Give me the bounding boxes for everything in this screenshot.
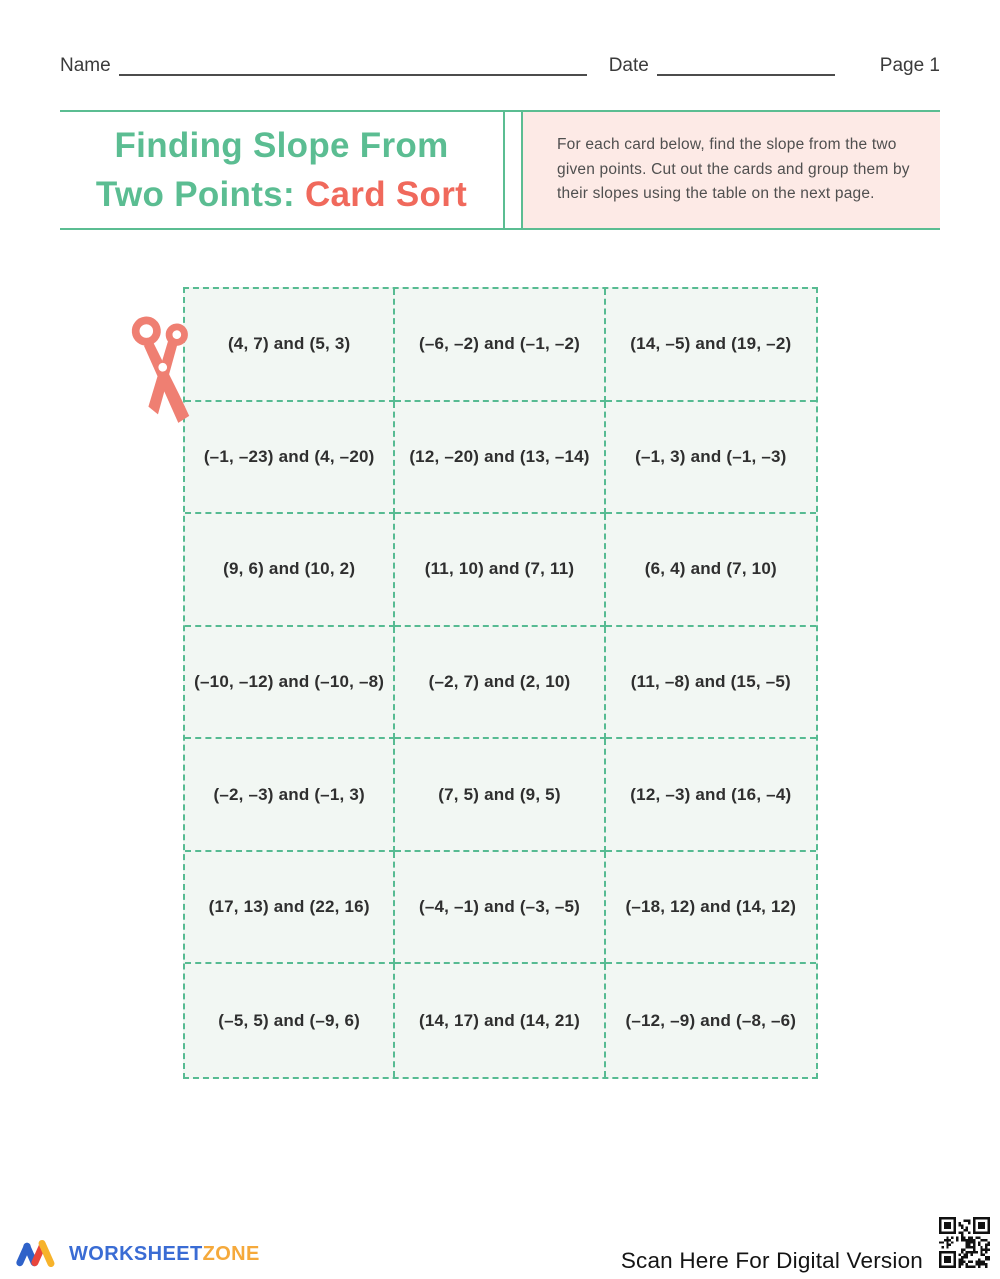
card-cell: (–1, –23) and (4, –20)	[185, 402, 395, 515]
worksheetzone-logo	[18, 1238, 260, 1270]
title-block	[60, 112, 505, 228]
logo-w-icon	[18, 1238, 60, 1270]
card-cell: (–2, 7) and (2, 10)	[395, 627, 605, 740]
header	[60, 52, 940, 77]
qr-code-icon	[937, 1215, 992, 1270]
title-divider-gap	[505, 112, 521, 228]
card-cell: (–6, –2) and (–1, –2)	[395, 289, 605, 402]
title-line2-prefix: Two Points:	[95, 175, 305, 214]
card-cell: (–18, 12) and (14, 12)	[606, 852, 816, 965]
card-grid	[183, 287, 818, 1079]
card-cell: (12, –3) and (16, –4)	[606, 739, 816, 852]
card-cell: (12, –20) and (13, –14)	[395, 402, 605, 515]
card-cell: (–5, 5) and (–9, 6)	[185, 964, 395, 1077]
page-number: Page 1	[879, 55, 940, 76]
card-cell: (17, 13) and (22, 16)	[185, 852, 395, 965]
card-cell: (7, 5) and (9, 5)	[395, 739, 605, 852]
logo-text	[69, 1243, 260, 1266]
name-label: Name	[60, 55, 111, 76]
name-blank-line	[119, 52, 587, 76]
title-line1: Finding Slope From	[114, 126, 449, 165]
card-cell: (–1, 3) and (–1, –3)	[606, 402, 816, 515]
brand-primary: WORKSHEET	[69, 1242, 203, 1265]
scan-here-label: Scan Here For Digital Version	[620, 1248, 923, 1273]
title-section	[60, 110, 940, 230]
card-cell: (–10, –12) and (–10, –8)	[185, 627, 395, 740]
title-line2-accent: Card Sort	[304, 175, 468, 214]
card-cell: (6, 4) and (7, 10)	[606, 514, 816, 627]
instructions-text: For each card below, find the slope from the two given points. Cut out the cards and group them by their slopes using the table on the next page.	[557, 136, 910, 203]
card-cell: (–2, –3) and (–1, 3)	[185, 739, 395, 852]
date-blank-line	[657, 52, 835, 76]
card-cell: (4, 7) and (5, 3)	[185, 289, 395, 402]
card-cell: (14, 17) and (14, 21)	[395, 964, 605, 1077]
card-cell: (11, 10) and (7, 11)	[395, 514, 605, 627]
instructions-box	[521, 112, 940, 228]
card-cell: (11, –8) and (15, –5)	[606, 627, 816, 740]
card-cell: (9, 6) and (10, 2)	[185, 514, 395, 627]
card-cell: (14, –5) and (19, –2)	[606, 289, 816, 402]
card-cell: (–12, –9) and (–8, –6)	[625, 1010, 797, 1030]
brand-secondary: ZONE	[202, 1242, 260, 1265]
card-cell: (–4, –1) and (–3, –5)	[395, 852, 605, 965]
scissors-icon	[127, 310, 201, 430]
page-title	[96, 121, 467, 219]
date-label: Date	[608, 55, 649, 76]
